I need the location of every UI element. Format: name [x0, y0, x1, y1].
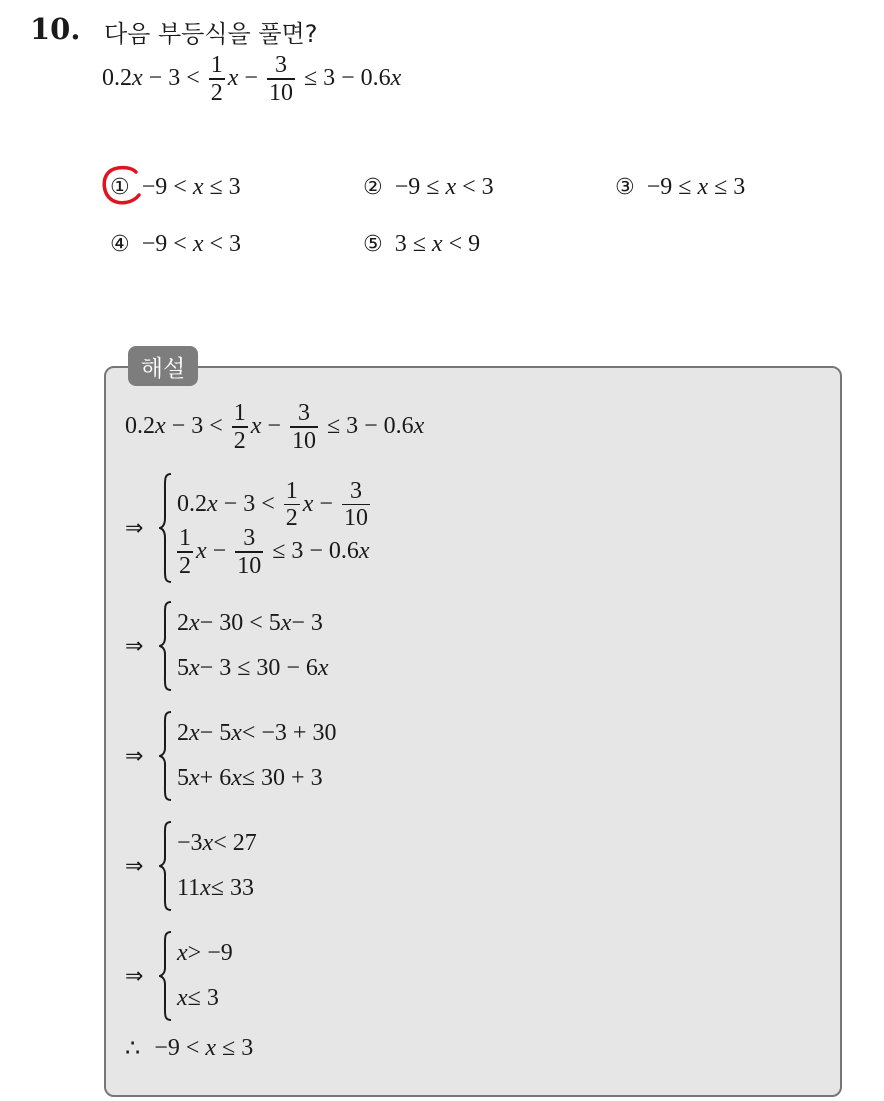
fraction-denominator: 2 — [233, 427, 246, 454]
implies-icon: ⇒ — [125, 743, 144, 769]
choice-3[interactable] — [615, 174, 745, 201]
left-brace-icon — [159, 710, 173, 802]
choice-text: 3 ≤ x < 9 — [394, 231, 481, 257]
system-line: −3 x < 27 — [177, 830, 257, 856]
eq-term: − — [313, 490, 339, 517]
fraction-numerator: 3 — [274, 52, 287, 78]
choice-4[interactable] — [110, 231, 241, 258]
fraction-one-half — [232, 400, 248, 454]
choice-mark: ⑤ — [363, 232, 383, 257]
fraction-numerator: 1 — [285, 477, 298, 504]
problem-inequality: 0.2 x − 3 < $\frac{1}{2}$ x − $\frac{3}{10}$ ≤ 3 − 0.6 x — [102, 52, 402, 106]
eq-term: − 3 < — [165, 413, 229, 440]
choice-2[interactable] — [363, 174, 494, 201]
fraction-one-half — [284, 478, 300, 532]
implies-icon: ⇒ — [125, 515, 144, 541]
explanation-conclusion — [125, 1034, 253, 1063]
fraction-denominator: 10 — [291, 427, 316, 454]
explanation-tab: 해설 — [128, 346, 198, 386]
selection-circle-icon — [100, 164, 146, 206]
choice-mark: ① — [110, 175, 130, 200]
choice-text: −9 < x < 3 — [141, 231, 242, 257]
choice-mark: ④ — [110, 232, 130, 257]
left-brace-icon — [159, 472, 173, 584]
eq-term: 0.2 — [102, 65, 132, 92]
fraction-denominator: 2 — [179, 552, 191, 579]
fraction-numerator: 3 — [297, 400, 310, 426]
choice-text: −9 < x ≤ 3 — [141, 174, 241, 200]
fraction-one-half — [209, 52, 225, 106]
fraction-three-tenths — [342, 478, 370, 532]
eq-term: − — [261, 413, 287, 440]
fraction-denominator: 10 — [268, 79, 293, 106]
system-line: 5 x − 3 ≤ 30 − 6 x — [177, 655, 329, 681]
explanation-step-5 — [125, 930, 233, 1022]
therefore-icon: ∴ — [125, 1036, 141, 1062]
fraction-numerator: 1 — [179, 525, 191, 551]
final-answer: −9 < x ≤ 3 — [154, 1035, 254, 1061]
fraction-numerator: 1 — [233, 400, 246, 426]
eq-term: ≤ 3 − 0.6 — [297, 65, 391, 92]
left-brace-icon — [159, 820, 173, 912]
system-line: 0.2 x − 3 < $\frac{1}{2}$ x − $\frac{3}{10}$ — [177, 477, 368, 531]
eq-term: 0.2 — [125, 413, 155, 440]
fraction-three-tenths — [290, 400, 318, 454]
eq-term: − 3 < — [142, 65, 206, 92]
explanation-step-0: 0.2 x − 3 < $\frac{1}{2}$ x − $\frac{3}{10}$ ≤ 3 − 0.6 x — [125, 400, 425, 454]
question-number: 10. — [30, 12, 81, 46]
left-brace-icon — [159, 930, 173, 1022]
choice-text: −9 ≤ x ≤ 3 — [646, 174, 746, 200]
left-brace-icon — [159, 600, 173, 692]
fraction-numerator: 3 — [243, 525, 256, 551]
fraction-three-tenths — [235, 525, 263, 579]
fraction-one-half — [177, 525, 193, 579]
choice-mark: ② — [363, 175, 383, 200]
question-text: 다음 부등식을 풀면? — [104, 20, 318, 48]
explanation-step-3 — [125, 710, 336, 802]
explanation-step-1 — [125, 472, 373, 584]
eq-term: − — [206, 538, 233, 565]
fraction-denominator: 2 — [210, 79, 223, 106]
eq-term: − — [238, 65, 264, 92]
fraction-denominator: 10 — [343, 505, 368, 531]
fraction-three-tenths — [267, 52, 295, 106]
implies-icon: ⇒ — [125, 963, 144, 989]
fraction-numerator: 3 — [349, 477, 362, 504]
system-line: $\frac{1}{2}$ x − $\frac{3}{10}$ ≤ 3 − 0.6 x — [179, 525, 370, 579]
eq-term: 0.2 — [177, 490, 207, 517]
fraction-numerator: 1 — [210, 52, 223, 78]
system-line: 11 x ≤ 33 — [177, 875, 254, 901]
system-line: x ≤ 3 — [177, 985, 219, 1011]
eq-term: ≤ 3 − 0.6 — [320, 413, 414, 440]
eq-term: ≤ 3 − 0.6 — [266, 538, 359, 565]
system-line: 2 x − 30 < 5 x − 3 — [177, 610, 323, 636]
eq-term: − 3 < — [217, 490, 281, 517]
explanation-step-2 — [125, 600, 329, 692]
explanation-step-4 — [125, 820, 257, 912]
choice-mark: ③ — [615, 175, 635, 200]
system-line: 5 x + 6 x ≤ 30 + 3 — [177, 765, 323, 791]
choice-5[interactable] — [363, 231, 480, 258]
choice-text: −9 ≤ x < 3 — [394, 174, 494, 200]
system-line: 2 x − 5 x < −3 + 30 — [177, 720, 337, 746]
implies-icon: ⇒ — [125, 853, 144, 879]
fraction-denominator: 10 — [237, 552, 262, 579]
implies-icon: ⇒ — [125, 633, 144, 659]
fraction-denominator: 2 — [285, 505, 298, 531]
system-line: x > −9 — [177, 940, 233, 966]
